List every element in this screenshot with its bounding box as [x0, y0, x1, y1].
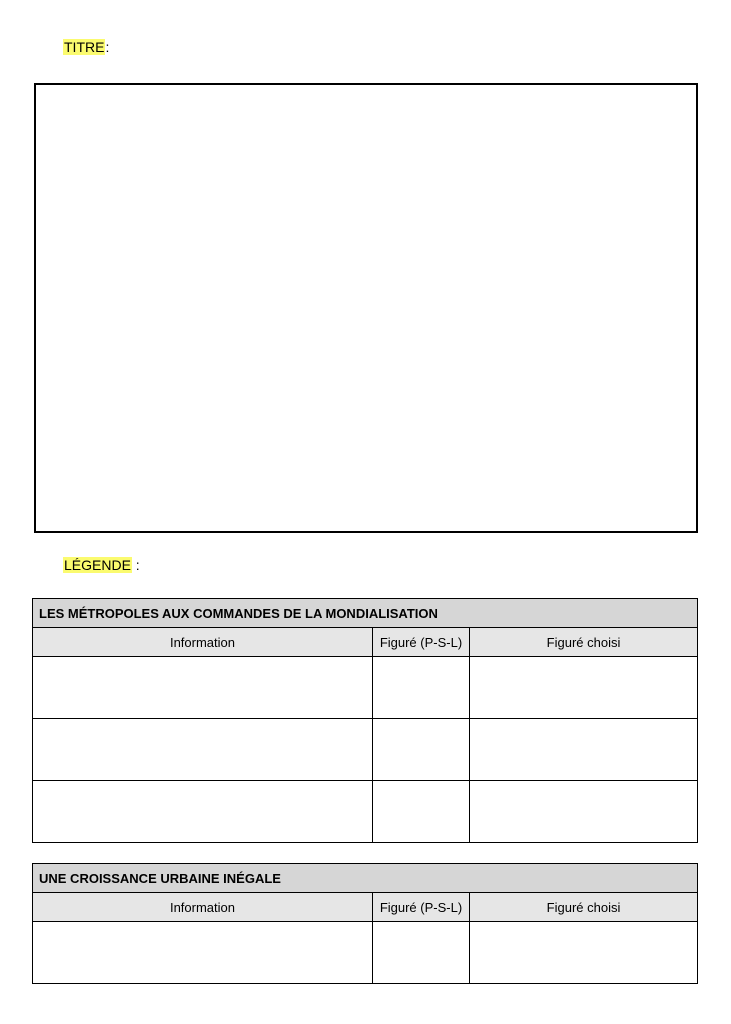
table-row	[33, 657, 698, 719]
title-label-text: TITRE	[64, 39, 105, 55]
column-header-figure-choisi: Figuré choisi	[470, 628, 698, 657]
legend-table-croissance	[32, 863, 698, 984]
figure-choisi-cell[interactable]	[470, 657, 698, 719]
column-header-figure-choisi: Figuré choisi	[470, 893, 698, 922]
figure-psl-cell[interactable]	[373, 781, 470, 843]
section-header-row	[33, 599, 698, 628]
table-row	[33, 719, 698, 781]
column-header-row	[33, 628, 698, 657]
figure-choisi-cell[interactable]	[470, 719, 698, 781]
figure-psl-cell[interactable]	[373, 719, 470, 781]
figure-psl-cell[interactable]	[373, 922, 470, 984]
information-cell[interactable]	[33, 781, 373, 843]
column-header-figure-psl: Figuré (P-S-L)	[373, 893, 470, 922]
figure-choisi-cell[interactable]	[470, 781, 698, 843]
figure-choisi-cell[interactable]	[470, 922, 698, 984]
table-row	[33, 781, 698, 843]
column-header-row	[33, 893, 698, 922]
map-drawing-area[interactable]	[34, 83, 698, 533]
information-cell[interactable]	[33, 719, 373, 781]
figure-psl-cell[interactable]	[373, 657, 470, 719]
title-label	[63, 38, 109, 56]
information-cell[interactable]	[33, 922, 373, 984]
table-row	[33, 922, 698, 984]
section-header-row	[33, 864, 698, 893]
section-title: UNE CROISSANCE URBAINE INÉGALE	[33, 864, 698, 893]
legend-label-colon: :	[131, 557, 140, 573]
information-cell[interactable]	[33, 657, 373, 719]
title-label-colon: :	[105, 39, 110, 55]
section-title: LES MÉTROPOLES AUX COMMANDES DE LA MONDIALISATION	[33, 599, 698, 628]
column-header-information: Information	[33, 628, 373, 657]
column-header-information: Information	[33, 893, 373, 922]
legend-label-text: LÉGENDE	[64, 557, 131, 573]
legend-table-metropoles	[32, 598, 698, 843]
legend-label	[63, 556, 140, 574]
column-header-figure-psl: Figuré (P-S-L)	[373, 628, 470, 657]
